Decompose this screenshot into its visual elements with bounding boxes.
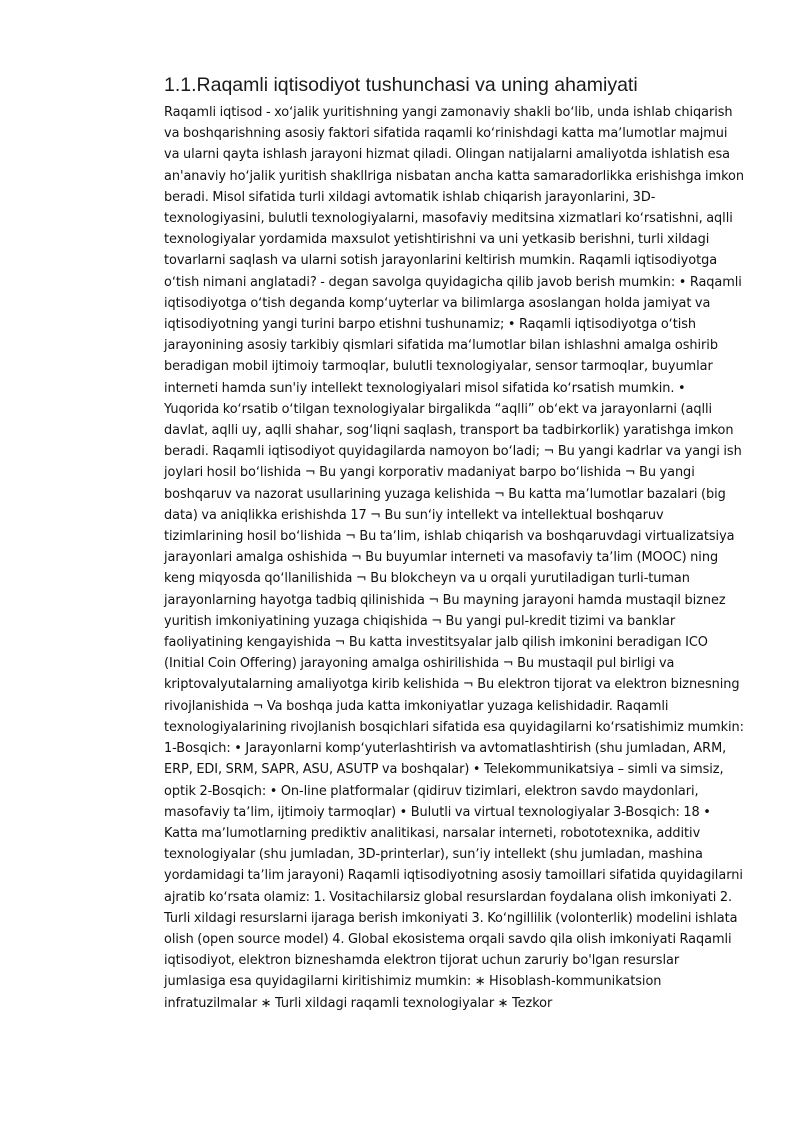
document-content <box>164 72 744 1014</box>
section-heading: 1.1.Raqamli iqtisodiyot tushunchasi va uning ahamiyati <box>164 74 638 96</box>
body-paragraph: Raqamli iqtisod - xoʻjalik yuritishning yangi zamonaviy shakli boʻlib, unda ishlab chiqarish va boshqarishning asosiy faktori sifatida raqamli koʻrinishdagi katta maʼlumotlar majmui va ularni qayta ishlash jarayoni hizmat qiladi. Olingan natijalarni amaliyotda ishlatish esa an'anaviy hoʻjalik yuritish shakllriga nisbatan ancha katta samaradorlikka erishishga imkon beradi. Misol sifatida turli xildagi avtomatik ishlab chiqarish jarayonlarini, 3D-texnologiyasini, bulutli texnologiyalarni, masofaviy meditsina xizmatlari koʻrsatishni, aqlli texnologiyalar yordamida maxsulot yetishtirishni va uni yetkasib berishni, turli xildagi tovarlarni saqlash va ularni sotish jarayonlarini keltirish mumkin. Raqamli iqtisodiyotga oʻtish nimani anglatadi? - degan savolga quyidagicha qilib javob berish mumkin: • Raqamli iqtisodiyotga oʻtish deganda kompʻuyterlar va bilimlarga asoslangan holda jamiyat va iqtisodiyotning yangi turini barpo etishni tushunamiz; • Raqamli iqtisodiyotga oʻtish jarayonining asosiy tarkibiy qismlari sifatida maʻlumotlar bilan ishlashni amalga oshirib beradigan mobil ijtimoiy tarmoqlar, bulutli texnologiyalar, sensor tarmoqlar, buyumlar interneti hamda sun'iy intellekt texnologiyalari misol sifatida koʻrsatish mumkin. • Yuqorida koʻrsatib oʻtilgan texnologiyalar birgalikda “aqlli” obʻekt va jarayonlarni (aqlli davlat, aqlli uy, aqlli shahar, sogʻliqni saqlash, transport ba tadbirkorlik) yaratishga imkon beradi. Raqamli iqtisodiyot quyidagilarda namoyon boʻladi; ¬ Bu yangi kadrlar va yangi ish joylari hosil boʻlishida ¬ Bu yangi korporativ madaniyat barpo boʻlishida ¬ Bu yangi boshqaruv va nazorat usullarining yuzaga kelishida ¬ Bu katta maʼlumotlar bazalari (big data) va aniqlikka erishishda 17 ¬ Bu sunʻiy intellekt va intellektual boshqaruv tizimlarining hosil boʻlishida ¬ Bu taʼlim, ishlab chiqarish va boshqaruvdagi virtualizatsiya jarayonlari amalga oshishida ¬ Bu buyumlar interneti va masofaviy taʼlim (MOOC) ning keng miqyosda qoʻllanilishida ¬ Bu blokcheyn va u orqali yurutiladigan turli-tuman jarayonlarning hayotga tadbiq qilinishida ¬ Bu mayning jarayoni hamda mustaqil biznez yuritish imkoniyatining yuzaga chiqishida ¬ Bu yangi pul-kredit tizimi va banklar faoliyatining kengayishida ¬ Bu katta investitsyalar jalb qilish imkonini beradigan ICO (Initial Coin Offering) jarayoning amalga oshirilishida ¬ Bu mustaqil pul birligi va kriptovalyutalarning amaliyotga kirib kelishida ¬ Bu elektron tijorat va elektron biznesning rivojlanishida ¬ Va boshqa juda katta imkoniyatlar yuzaga kelishidadir. Raqamli texnologiyalarining rivojlanish bosqichlari sifatida esa quyidagilarni koʻrsatishimiz mumkin: 1-Bosqich: • Jarayonlarni kompʻyuterlashtirish va avtomatlashtirish (shu jumladan, ARM, ERP, EDI, SRM, SAPR, ASU, ASUTP va boshqalar) • Telekommunikatsiya – simli va simsiz, optik 2-Bosqich: • On-line platformalar (qidiruv tizimlari, elektron savdo maydonlari, masofaviy taʼlim, ijtimoiy tarmoqlar) • Bulutli va virtual texnologiyalar 3-Bosqich: 18 • Katta maʼlumotlarning prediktiv analitikasi, narsalar interneti, robototexnika, additiv texnologiyalar (shu jumladan, 3D-printerlar), sunʼiy intellekt (shu jumladan, mashina yordamidagi taʼlim jarayoni) Raqamli iqtisodiyotning asosiy tamoillari sifatida quyidagilarni ajratib koʻrsata olamiz: 1. Vositachilarsiz global resurslardan foydalana olish imkoniyati 2. Turli xildagi resurslarni ijaraga berish imkoniyati 3. Koʻngillilik (volonterlik) modelini ishlata olish (open source model) 4. Global ekosistema orqali savdo qila olish imkoniyati Raqamli iqtisodiyot, elektron bizneshamda elektron tijorat uchun zaruriy bo'lgan resurslar jumlasiga esa quyidagilarni kiritishimiz mumkin: ∗ Hisoblash-kommunikatsion infratuzilmalar ∗ Turli xildagi raqamli texnologiyalar ∗ Tezkor <box>164 105 744 1011</box>
